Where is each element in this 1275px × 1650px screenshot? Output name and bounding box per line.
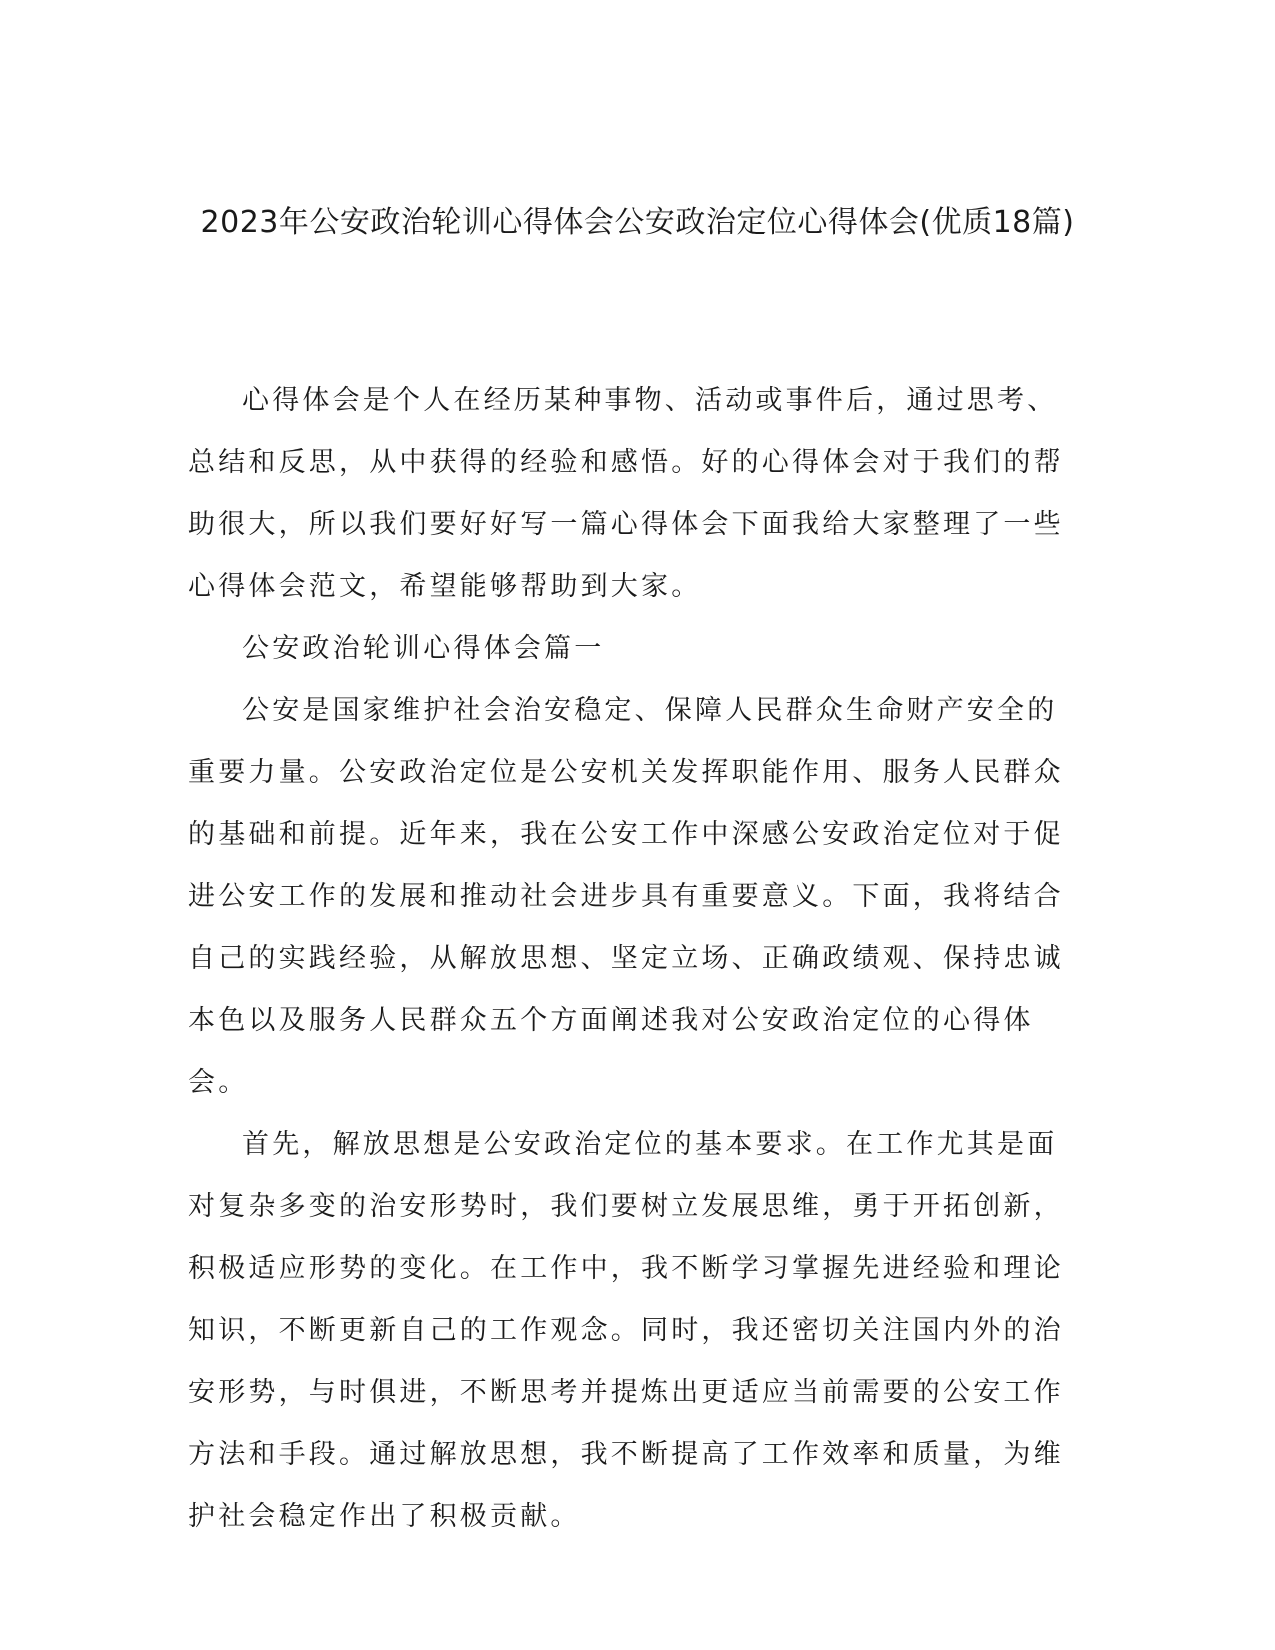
intro-paragraph: 心得体会是个人在经历某种事物、活动或事件后，通过思考、总结和反思，从中获得的经验和感悟。好的心得体会对于我们的帮助很大，所以我们要好好写一篇心得体会下面我给大家整理了一些心得体会范文，希望能够帮助到大家。 (188, 385, 1064, 602)
body-paragraph: 公安是国家维护社会治安稳定、保障人民群众生命财产安全的重要力量。公安政治定位是公安机关发挥职能作用、服务人民群众的基础和前提。近年来，我在公安工作中深感公安政治定位对于促进公安工作的发展和推动社会进步具有重要意义。下面，我将结合自己的实践经验，从解放思想、坚定立场、正确政绩观、保持忠诚本色以及服务人民群众五个方面阐述我对公安政治定位的心得体会。 (188, 695, 1064, 1098)
document-title: 2023年公安政治轮训心得体会公安政治定位心得体会(优质18篇) (200, 205, 1075, 240)
section-heading: 公安政治轮训心得体会篇一 (242, 633, 605, 664)
body-paragraph: 首先，解放思想是公安政治定位的基本要求。在工作尤其是面对复杂多变的治安形势时，我们要树立发展思维，勇于开拓创新，积极适应形势的变化。在工作中，我不断学习掌握先进经验和理论知识，不断更新自己的工作观念。同时，我还密切关注国内外的治安形势，与时俱进，不断思考并提炼出更适应当前需要的公安工作方法和手段。通过解放思想，我不断提高了工作效率和质量，为维护社会稳定作出了积极贡献。 (188, 1129, 1064, 1532)
document-body (188, 370, 1085, 1548)
